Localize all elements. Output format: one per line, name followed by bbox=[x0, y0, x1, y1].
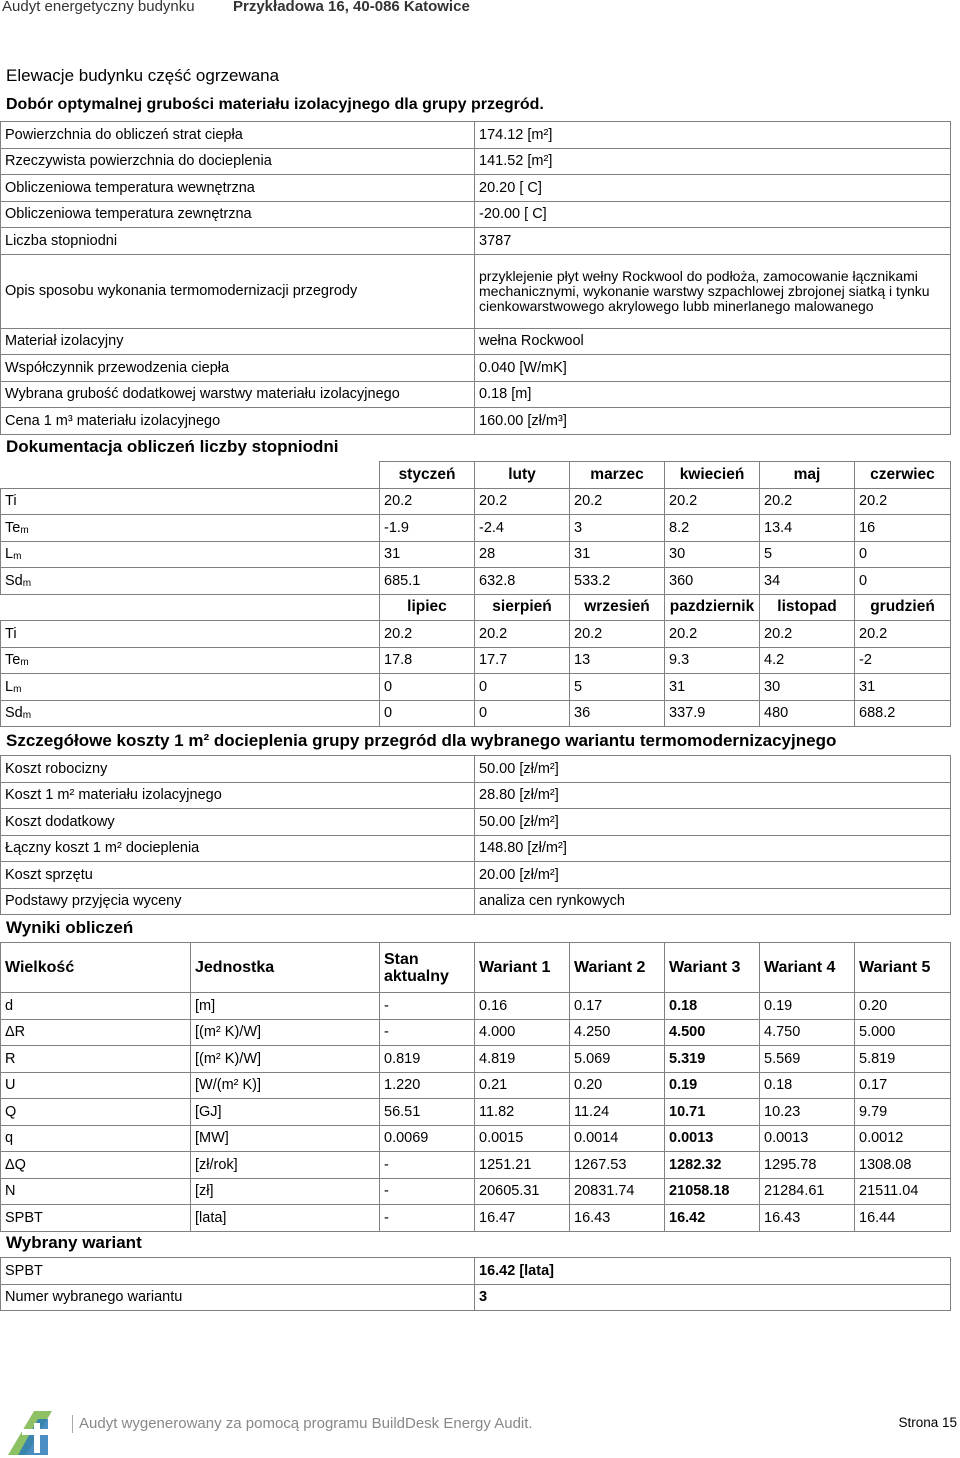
cost-label: Łączny koszt 1 m² docieplenia bbox=[1, 835, 475, 862]
header-title: Audyt energetyczny budynku bbox=[2, 0, 195, 15]
cost-value: 50.00 [zł/m²] bbox=[475, 756, 951, 783]
results-cell: [zł/rok] bbox=[191, 1152, 380, 1179]
value-cell: 34 bbox=[760, 568, 855, 595]
value-cell: 31 bbox=[570, 541, 665, 568]
cost-row bbox=[1, 782, 951, 809]
cost-label: Koszt 1 m² materiału izolacyjnego bbox=[1, 782, 475, 809]
results-cell: 1282.32 bbox=[665, 1152, 760, 1179]
results-row bbox=[1, 1205, 951, 1232]
results-row bbox=[1, 1152, 951, 1179]
param-label: Wybrana grubość dodatkowej warstwy materiału izolacyjnego bbox=[1, 381, 475, 408]
results-cell: 5.319 bbox=[665, 1046, 760, 1073]
cost-row bbox=[1, 862, 951, 889]
month-header: luty bbox=[475, 462, 570, 489]
month-header: czerwiec bbox=[855, 462, 951, 489]
row-label-subscript: m bbox=[20, 524, 29, 536]
value-cell: -1.9 bbox=[380, 515, 475, 542]
value-cell: 17.7 bbox=[475, 647, 570, 674]
param-value: 141.52 [m²] bbox=[475, 148, 951, 175]
cost-row bbox=[1, 835, 951, 862]
month-header: marzec bbox=[570, 462, 665, 489]
row-label bbox=[1, 488, 380, 515]
results-row bbox=[1, 1046, 951, 1073]
degree-days-row bbox=[1, 541, 951, 568]
value-cell: 13 bbox=[570, 647, 665, 674]
cost-value: 20.00 [zł/m²] bbox=[475, 862, 951, 889]
month-header: maj bbox=[760, 462, 855, 489]
results-cell: [(m² K)/W] bbox=[191, 1019, 380, 1046]
results-header-cell: Wariant 3 bbox=[665, 943, 760, 993]
builddesk-logo-icon bbox=[4, 1409, 56, 1457]
row-label-text: L bbox=[5, 678, 14, 695]
blank-cell bbox=[1, 462, 380, 489]
row-label-subscript: m bbox=[22, 577, 32, 589]
value-cell: 3 bbox=[570, 515, 665, 542]
row-label bbox=[1, 568, 380, 595]
results-cell: 0.0013 bbox=[760, 1125, 855, 1152]
results-row bbox=[1, 993, 951, 1020]
degree-days-row bbox=[1, 674, 951, 701]
value-cell: 30 bbox=[665, 541, 760, 568]
param-label: Materiał izolacyjny bbox=[1, 328, 475, 355]
results-cell: 21058.18 bbox=[665, 1178, 760, 1205]
results-row bbox=[1, 1125, 951, 1152]
param-value: 3787 bbox=[475, 228, 951, 255]
row-label bbox=[1, 674, 380, 701]
month-header: kwiecień bbox=[665, 462, 760, 489]
selected-value: 3 bbox=[475, 1284, 951, 1311]
param-label: Obliczeniowa temperatura zewnętrzna bbox=[1, 201, 475, 228]
value-cell: 20.2 bbox=[760, 488, 855, 515]
results-title: Wyniki obliczeń bbox=[6, 918, 134, 937]
param-label: Opis sposobu wykonania termomodernizacji przegrody bbox=[1, 254, 475, 328]
row-label-subscript: m bbox=[20, 657, 29, 669]
page-footer bbox=[0, 1405, 960, 1455]
row-label-text: Te bbox=[5, 519, 21, 536]
value-cell: 31 bbox=[665, 674, 760, 701]
month-header: wrzesień bbox=[570, 594, 665, 621]
value-cell: 20.2 bbox=[855, 621, 951, 648]
value-cell: 688.2 bbox=[855, 700, 951, 727]
month-header: pazdziernik bbox=[665, 594, 760, 621]
results-cell: 1251.21 bbox=[475, 1152, 570, 1179]
selected-row bbox=[1, 1284, 951, 1311]
value-cell: 360 bbox=[665, 568, 760, 595]
results-cell: 0.17 bbox=[570, 993, 665, 1020]
value-cell: 480 bbox=[760, 700, 855, 727]
results-cell: 16.42 bbox=[665, 1205, 760, 1232]
results-cell: [MW] bbox=[191, 1125, 380, 1152]
value-cell: 0 bbox=[855, 568, 951, 595]
results-cell: 0.19 bbox=[665, 1072, 760, 1099]
results-cell: 0.21 bbox=[475, 1072, 570, 1099]
results-cell: ΔR bbox=[1, 1019, 191, 1046]
cost-row bbox=[1, 756, 951, 783]
param-label: Współczynnik przewodzenia ciepła bbox=[1, 355, 475, 382]
row-label-text: L bbox=[5, 546, 14, 563]
results-cell: Q bbox=[1, 1099, 191, 1126]
section-subtitle: Dobór optymalnej grubości materiału izolacyjnego dla grupy przegród. bbox=[6, 96, 544, 113]
value-cell: 20.2 bbox=[855, 488, 951, 515]
value-cell: 0 bbox=[380, 674, 475, 701]
results-cell: 9.79 bbox=[855, 1099, 951, 1126]
row-label-text: Ti bbox=[5, 625, 17, 642]
value-cell: 0 bbox=[475, 674, 570, 701]
results-cell: 16.44 bbox=[855, 1205, 951, 1232]
row-label-text: Sd bbox=[5, 705, 23, 722]
row-label-text: Ti bbox=[5, 493, 17, 510]
month-header: styczeń bbox=[380, 462, 475, 489]
section-title: Elewacje budynku część ogrzewana bbox=[6, 66, 280, 85]
cost-label: Koszt sprzętu bbox=[1, 862, 475, 889]
param-row bbox=[1, 381, 951, 408]
param-value: przyklejenie płyt wełny Rockwool do podłoża, zamocowanie łącznikami mechanicznymi, wykonanie warstwy szpachlowej zbrojonej siatką i tynku cienkowarstwowego akrylowego lubb minerlanego malowanego bbox=[475, 254, 951, 328]
selected-row bbox=[1, 1258, 951, 1285]
param-row bbox=[1, 175, 951, 202]
results-header-cell: Wariant 4 bbox=[760, 943, 855, 993]
results-header-cell: Stan aktualny bbox=[380, 943, 475, 993]
value-cell: 31 bbox=[855, 674, 951, 701]
degree-days-row bbox=[1, 488, 951, 515]
value-cell: 20.2 bbox=[665, 488, 760, 515]
param-value: 160.00 [zł/m³] bbox=[475, 408, 951, 435]
value-cell: 685.1 bbox=[380, 568, 475, 595]
results-cell: - bbox=[380, 1152, 475, 1179]
param-label: Powierzchnia do obliczeń strat ciepła bbox=[1, 122, 475, 149]
results-cell: 4.000 bbox=[475, 1019, 570, 1046]
cost-value: 28.80 [zł/m²] bbox=[475, 782, 951, 809]
row-label bbox=[1, 515, 380, 542]
month-header: sierpień bbox=[475, 594, 570, 621]
cost-label: Koszt dodatkowy bbox=[1, 809, 475, 836]
param-row bbox=[1, 254, 951, 328]
selected-label: SPBT bbox=[1, 1258, 475, 1285]
results-cell: 4.750 bbox=[760, 1019, 855, 1046]
results-header-cell: Wariant 1 bbox=[475, 943, 570, 993]
results-header-cell: Wariant 2 bbox=[570, 943, 665, 993]
results-cell: 0.17 bbox=[855, 1072, 951, 1099]
results-cell: U bbox=[1, 1072, 191, 1099]
degree-days-row bbox=[1, 568, 951, 595]
value-cell: 13.4 bbox=[760, 515, 855, 542]
value-cell: -2 bbox=[855, 647, 951, 674]
results-cell: 1308.08 bbox=[855, 1152, 951, 1179]
results-cell: [lata] bbox=[191, 1205, 380, 1232]
cost-label: Koszt robocizny bbox=[1, 756, 475, 783]
results-cell: ΔQ bbox=[1, 1152, 191, 1179]
page-number: Strona 15 bbox=[898, 1415, 957, 1430]
degree-days-title: Dokumentacja obliczeń liczby stopniodni bbox=[6, 437, 339, 456]
param-value: wełna Rockwool bbox=[475, 328, 951, 355]
results-cell: 11.82 bbox=[475, 1099, 570, 1126]
cost-label: Podstawy przyjęcia wyceny bbox=[1, 888, 475, 915]
results-cell: 0.18 bbox=[665, 993, 760, 1020]
results-cell: 10.71 bbox=[665, 1099, 760, 1126]
results-cell: 0.16 bbox=[475, 993, 570, 1020]
results-cell: 0.0015 bbox=[475, 1125, 570, 1152]
cost-value: 50.00 [zł/m²] bbox=[475, 809, 951, 836]
param-value: 20.20 [ C] bbox=[475, 175, 951, 202]
results-cell: 0.819 bbox=[380, 1046, 475, 1073]
param-row bbox=[1, 122, 951, 149]
results-cell: 5.819 bbox=[855, 1046, 951, 1073]
costs-title: Szczegółowe koszty 1 m² docieplenia grupy przegród dla wybranego wariantu termomodernizacyjnego bbox=[6, 731, 837, 750]
months-header-row bbox=[1, 462, 951, 489]
results-cell: 0.19 bbox=[760, 993, 855, 1020]
results-cell: 0.0069 bbox=[380, 1125, 475, 1152]
results-cell: 1267.53 bbox=[570, 1152, 665, 1179]
results-cell: 4.819 bbox=[475, 1046, 570, 1073]
row-label-text: Te bbox=[5, 652, 21, 669]
value-cell: 0 bbox=[380, 700, 475, 727]
results-cell: 0.18 bbox=[760, 1072, 855, 1099]
value-cell: 4.2 bbox=[760, 647, 855, 674]
results-header-cell: Jednostka bbox=[191, 943, 380, 993]
param-row bbox=[1, 201, 951, 228]
results-cell: [(m² K)/W] bbox=[191, 1046, 380, 1073]
results-cell: 0.0012 bbox=[855, 1125, 951, 1152]
param-row bbox=[1, 148, 951, 175]
results-cell: 20831.74 bbox=[570, 1178, 665, 1205]
results-cell: 16.43 bbox=[570, 1205, 665, 1232]
param-value: 0.040 [W/mK] bbox=[475, 355, 951, 382]
row-label-subscript: m bbox=[13, 551, 22, 563]
results-cell: [W/(m² K)] bbox=[191, 1072, 380, 1099]
value-cell: 5 bbox=[760, 541, 855, 568]
param-label: Cena 1 m³ materiału izolacyjnego bbox=[1, 408, 475, 435]
selected-table bbox=[0, 1257, 951, 1311]
selected-title: Wybrany wariant bbox=[6, 1233, 142, 1252]
row-label bbox=[1, 541, 380, 568]
costs-table bbox=[0, 755, 951, 915]
results-row bbox=[1, 1178, 951, 1205]
value-cell: 20.2 bbox=[570, 621, 665, 648]
value-cell: 8.2 bbox=[665, 515, 760, 542]
param-label: Obliczeniowa temperatura wewnętrzna bbox=[1, 175, 475, 202]
degree-days-table bbox=[0, 461, 951, 727]
footer-label: Audyt wygenerowany za pomocą programu BuildDesk Energy Audit. bbox=[79, 1415, 533, 1432]
results-cell: - bbox=[380, 1178, 475, 1205]
cost-row bbox=[1, 809, 951, 836]
value-cell: -2.4 bbox=[475, 515, 570, 542]
results-cell: 16.43 bbox=[760, 1205, 855, 1232]
degree-days-row bbox=[1, 647, 951, 674]
month-header: listopad bbox=[760, 594, 855, 621]
results-cell: 11.24 bbox=[570, 1099, 665, 1126]
results-cell: [GJ] bbox=[191, 1099, 380, 1126]
results-header-row bbox=[1, 943, 951, 993]
results-cell: 21511.04 bbox=[855, 1178, 951, 1205]
results-cell: 5.069 bbox=[570, 1046, 665, 1073]
results-header-cell: Wariant 5 bbox=[855, 943, 951, 993]
month-header: lipiec bbox=[380, 594, 475, 621]
value-cell: 337.9 bbox=[665, 700, 760, 727]
results-cell: 4.500 bbox=[665, 1019, 760, 1046]
value-cell: 16 bbox=[855, 515, 951, 542]
results-cell: N bbox=[1, 1178, 191, 1205]
param-value: 174.12 [m²] bbox=[475, 122, 951, 149]
row-label bbox=[1, 647, 380, 674]
cost-value: analiza cen rynkowych bbox=[475, 888, 951, 915]
results-cell: 0.20 bbox=[855, 993, 951, 1020]
param-label: Rzeczywista powierzchnia do docieplenia bbox=[1, 148, 475, 175]
value-cell: 20.2 bbox=[475, 488, 570, 515]
results-cell: 56.51 bbox=[380, 1099, 475, 1126]
value-cell: 9.3 bbox=[665, 647, 760, 674]
value-cell: 30 bbox=[760, 674, 855, 701]
param-value: -20.00 [ C] bbox=[475, 201, 951, 228]
value-cell: 20.2 bbox=[760, 621, 855, 648]
footer-separator bbox=[72, 1415, 73, 1433]
row-label-text: Sd bbox=[5, 572, 23, 589]
cost-row bbox=[1, 888, 951, 915]
results-cell: 16.47 bbox=[475, 1205, 570, 1232]
param-row bbox=[1, 228, 951, 255]
footer-text bbox=[72, 1415, 533, 1433]
row-label bbox=[1, 700, 380, 727]
value-cell: 0 bbox=[475, 700, 570, 727]
value-cell: 31 bbox=[380, 541, 475, 568]
results-cell: 0.0013 bbox=[665, 1125, 760, 1152]
value-cell: 36 bbox=[570, 700, 665, 727]
degree-days-row bbox=[1, 621, 951, 648]
results-cell: 0.0014 bbox=[570, 1125, 665, 1152]
results-row bbox=[1, 1072, 951, 1099]
cost-value: 148.80 [zł/m²] bbox=[475, 835, 951, 862]
value-cell: 632.8 bbox=[475, 568, 570, 595]
params-table bbox=[0, 121, 951, 435]
results-row bbox=[1, 1019, 951, 1046]
value-cell: 0 bbox=[855, 541, 951, 568]
results-cell: 10.23 bbox=[760, 1099, 855, 1126]
value-cell: 28 bbox=[475, 541, 570, 568]
months-header-row bbox=[1, 594, 951, 621]
results-cell: 21284.61 bbox=[760, 1178, 855, 1205]
param-row bbox=[1, 408, 951, 435]
results-cell: R bbox=[1, 1046, 191, 1073]
row-label bbox=[1, 621, 380, 648]
param-row bbox=[1, 355, 951, 382]
results-cell: 1295.78 bbox=[760, 1152, 855, 1179]
results-row bbox=[1, 1099, 951, 1126]
row-label-subscript: m bbox=[22, 710, 32, 722]
results-cell: d bbox=[1, 993, 191, 1020]
results-cell: 20605.31 bbox=[475, 1178, 570, 1205]
param-row bbox=[1, 328, 951, 355]
blank-cell bbox=[1, 594, 380, 621]
results-cell: - bbox=[380, 1019, 475, 1046]
row-label-subscript: m bbox=[13, 683, 22, 695]
selected-value: 16.42 [lata] bbox=[475, 1258, 951, 1285]
results-cell: 5.569 bbox=[760, 1046, 855, 1073]
selected-label: Numer wybranego wariantu bbox=[1, 1284, 475, 1311]
page-header bbox=[0, 0, 960, 22]
results-cell: q bbox=[1, 1125, 191, 1152]
value-cell: 20.2 bbox=[380, 621, 475, 648]
degree-days-row bbox=[1, 700, 951, 727]
value-cell: 17.8 bbox=[380, 647, 475, 674]
value-cell: 533.2 bbox=[570, 568, 665, 595]
header-address: Przykładowa 16, 40-086 Katowice bbox=[233, 0, 470, 15]
results-table bbox=[0, 942, 951, 1232]
results-cell: - bbox=[380, 1205, 475, 1232]
value-cell: 20.2 bbox=[665, 621, 760, 648]
results-cell: 1.220 bbox=[380, 1072, 475, 1099]
results-cell: SPBT bbox=[1, 1205, 191, 1232]
value-cell: 20.2 bbox=[380, 488, 475, 515]
results-cell: [zł] bbox=[191, 1178, 380, 1205]
param-value: 0.18 [m] bbox=[475, 381, 951, 408]
results-cell: 5.000 bbox=[855, 1019, 951, 1046]
value-cell: 5 bbox=[570, 674, 665, 701]
value-cell: 20.2 bbox=[475, 621, 570, 648]
month-header: grudzień bbox=[855, 594, 951, 621]
degree-days-row bbox=[1, 515, 951, 542]
results-cell: - bbox=[380, 993, 475, 1020]
results-cell: [m] bbox=[191, 993, 380, 1020]
param-label: Liczba stopniodni bbox=[1, 228, 475, 255]
results-cell: 4.250 bbox=[570, 1019, 665, 1046]
value-cell: 20.2 bbox=[570, 488, 665, 515]
results-cell: 0.20 bbox=[570, 1072, 665, 1099]
results-header-cell: Wielkość bbox=[1, 943, 191, 993]
